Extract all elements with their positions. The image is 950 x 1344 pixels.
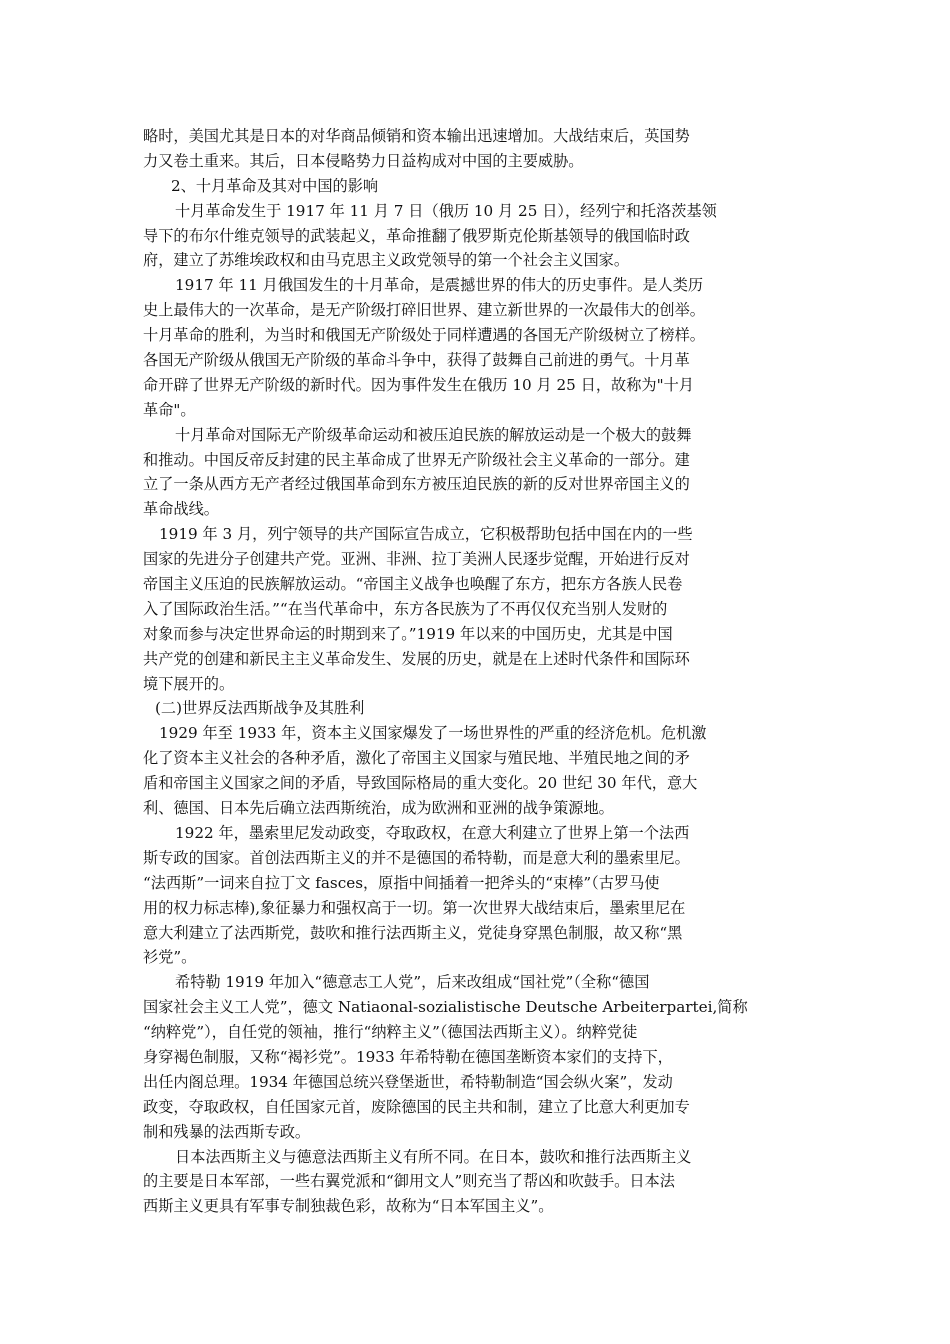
text-line: 斯专政的国家。首创法西斯主义的并不是德国的希特勒，而是意大利的墨索里尼。 xyxy=(143,848,690,867)
paragraph-start-line: 1922 年，墨索里尼发动政变，夺取政权，在意大利建立了世界上第一个法西 xyxy=(175,823,690,842)
text-line: 制和残暴的法西斯专政。 xyxy=(143,1122,311,1141)
text-line: 府，建立了苏维埃政权和由马克思主义政党领导的第一个社会主义国家。 xyxy=(143,251,629,270)
text-line: 命开辟了世界无产阶级的新时代。因为事件发生在俄历 10 月 25 日，故称为"十月 xyxy=(143,375,694,394)
text-line: 立了一条从西方无产者经过俄国革命到东方被压迫民族的新的反对世界帝国主义的 xyxy=(143,475,690,494)
paragraph-start-line: 日本法西斯主义与德意法西斯主义有所不同。在日本，鼓吹和推行法西斯主义 xyxy=(175,1147,692,1166)
text-line: 和推动。中国反帝反封建的民主革命成了世界无产阶级社会主义革命的一部分。建 xyxy=(143,450,690,469)
text-line: 利、德国、日本先后确立法西斯统治，成为欧洲和亚洲的战争策源地。 xyxy=(143,799,614,818)
text-line: 境下展开的。 xyxy=(143,674,235,693)
paragraph-start-line: 十月革命发生于 1917 年 11 月 7 日（俄历 10 月 25 日），经列宁和托洛茨基领 xyxy=(175,201,717,220)
section-heading: (二)世界反法西斯战争及其胜利 xyxy=(155,699,365,718)
text-line: 入了国际政治生活。”“在当代革命中，东方各民族为了不再仅仅充当别人发财的 xyxy=(143,599,668,618)
section-heading: 2、十月革命及其对中国的影响 xyxy=(171,176,379,195)
text-line: 史上最伟大的一次革命，是无产阶级打碎旧世界、建立新世界的一次最伟大的创举。 xyxy=(143,301,705,320)
text-line: 化了资本主义社会的各种矛盾，激化了帝国主义国家与殖民地、半殖民地之间的矛 xyxy=(143,749,690,768)
text-line: 对象而参与决定世界命运的时期到来了。”1919 年以来的中国历史，尤其是中国 xyxy=(143,624,673,643)
text-line: 革命战线。 xyxy=(143,500,219,519)
document-body xyxy=(143,124,763,1219)
text-line: “法西斯”一词来自拉丁文 fasces，原指中间插着一把斧头的“束棒”（古罗马使 xyxy=(143,873,660,892)
text-line: “纳粹党”），自任党的领袖，推行“纳粹主义”（德国法西斯主义）。纳粹党徒 xyxy=(143,1023,638,1042)
text-line: 西斯主义更具有军事专制独裁色彩，故称为“日本军国主义”。 xyxy=(143,1197,554,1216)
text-line: 出任内阁总理。1934 年德国总统兴登堡逝世，希特勒制造“国会纵火案”，发动 xyxy=(143,1072,673,1091)
text-line: 十月革命的胜利，为当时和俄国无产阶级处于同样遭遇的各国无产阶级树立了榜样。 xyxy=(143,326,705,345)
paragraph-start-line: 十月革命对国际无产阶级革命运动和被压迫民族的解放运动是一个极大的鼓舞 xyxy=(175,425,692,444)
text-line: 帝国主义压迫的民族解放运动。“帝国主义战争也唤醒了东方，把东方各族人民卷 xyxy=(143,575,683,594)
text-line: 国家的先进分子创建共产党。亚洲、非洲、拉丁美洲人民逐步觉醒，开始进行反对 xyxy=(143,550,690,569)
text-line: 身穿褐色制服，又称“褐衫党”。1933 年希特勒在德国垄断资本家们的支持下， xyxy=(143,1047,673,1066)
paragraph-start-line: 希特勒 1919 年加入“德意志工人党”，后来改组成“国社党”（全称“德国 xyxy=(175,973,650,992)
text-line: 用的权力标志棒),象征暴力和强权高于一切。第一次世界大战结束后，墨索里尼在 xyxy=(143,898,686,917)
text-line: 政变，夺取政权，自任国家元首，废除德国的民主共和制，建立了比意大利更加专 xyxy=(143,1097,690,1116)
text-line: 盾和帝国主义国家之间的矛盾，导致国际格局的重大变化。20 世纪 30 年代，意大 xyxy=(143,774,698,793)
text-line: 革命"。 xyxy=(143,400,196,419)
paragraph-start-line: 1919 年 3 月，列宁领导的共产国际宣告成立，它积极帮助包括中国在内的一些 xyxy=(159,525,693,544)
paragraph-start-line: 1929 年至 1933 年，资本主义国家爆发了一场世界性的严重的经济危机。危机激 xyxy=(159,724,707,743)
text-line: 的主要是日本军部，一些右翼党派和“御用文人”则充当了帮凶和吹鼓手。日本法 xyxy=(143,1172,675,1191)
text-line: 共产党的创建和新民主主义革命发生、发展的历史，就是在上述时代条件和国际环 xyxy=(143,649,690,668)
text-line: 略时，美国尤其是日本的对华商品倾销和资本输出迅速增加。大战结束后，英国势 xyxy=(143,127,690,145)
text-line: 力又卷土重来。其后，日本侵略势力日益构成对中国的主要威胁。 xyxy=(143,151,584,170)
text-line: 衫党”。 xyxy=(143,948,197,967)
text-line: 导下的布尔什维克领导的武装起义，革命推翻了俄罗斯克伦斯基领导的俄国临时政 xyxy=(143,226,690,245)
text-line: 国家社会主义工人党”，德文 Natiaonal-sozialistische Deutsche Arbeiterpartei,简称 xyxy=(143,998,748,1017)
text-line: 各国无产阶级从俄国无产阶级的革命斗争中，获得了鼓舞自己前进的勇气。十月革 xyxy=(143,351,690,370)
text-line: 意大利建立了法西斯党，鼓吹和推行法西斯主义，党徒身穿黑色制服，故又称“黑 xyxy=(143,923,683,942)
paragraph-start-line: 1917 年 11 月俄国发生的十月革命，是震撼世界的伟大的历史事件。是人类历 xyxy=(175,276,704,295)
